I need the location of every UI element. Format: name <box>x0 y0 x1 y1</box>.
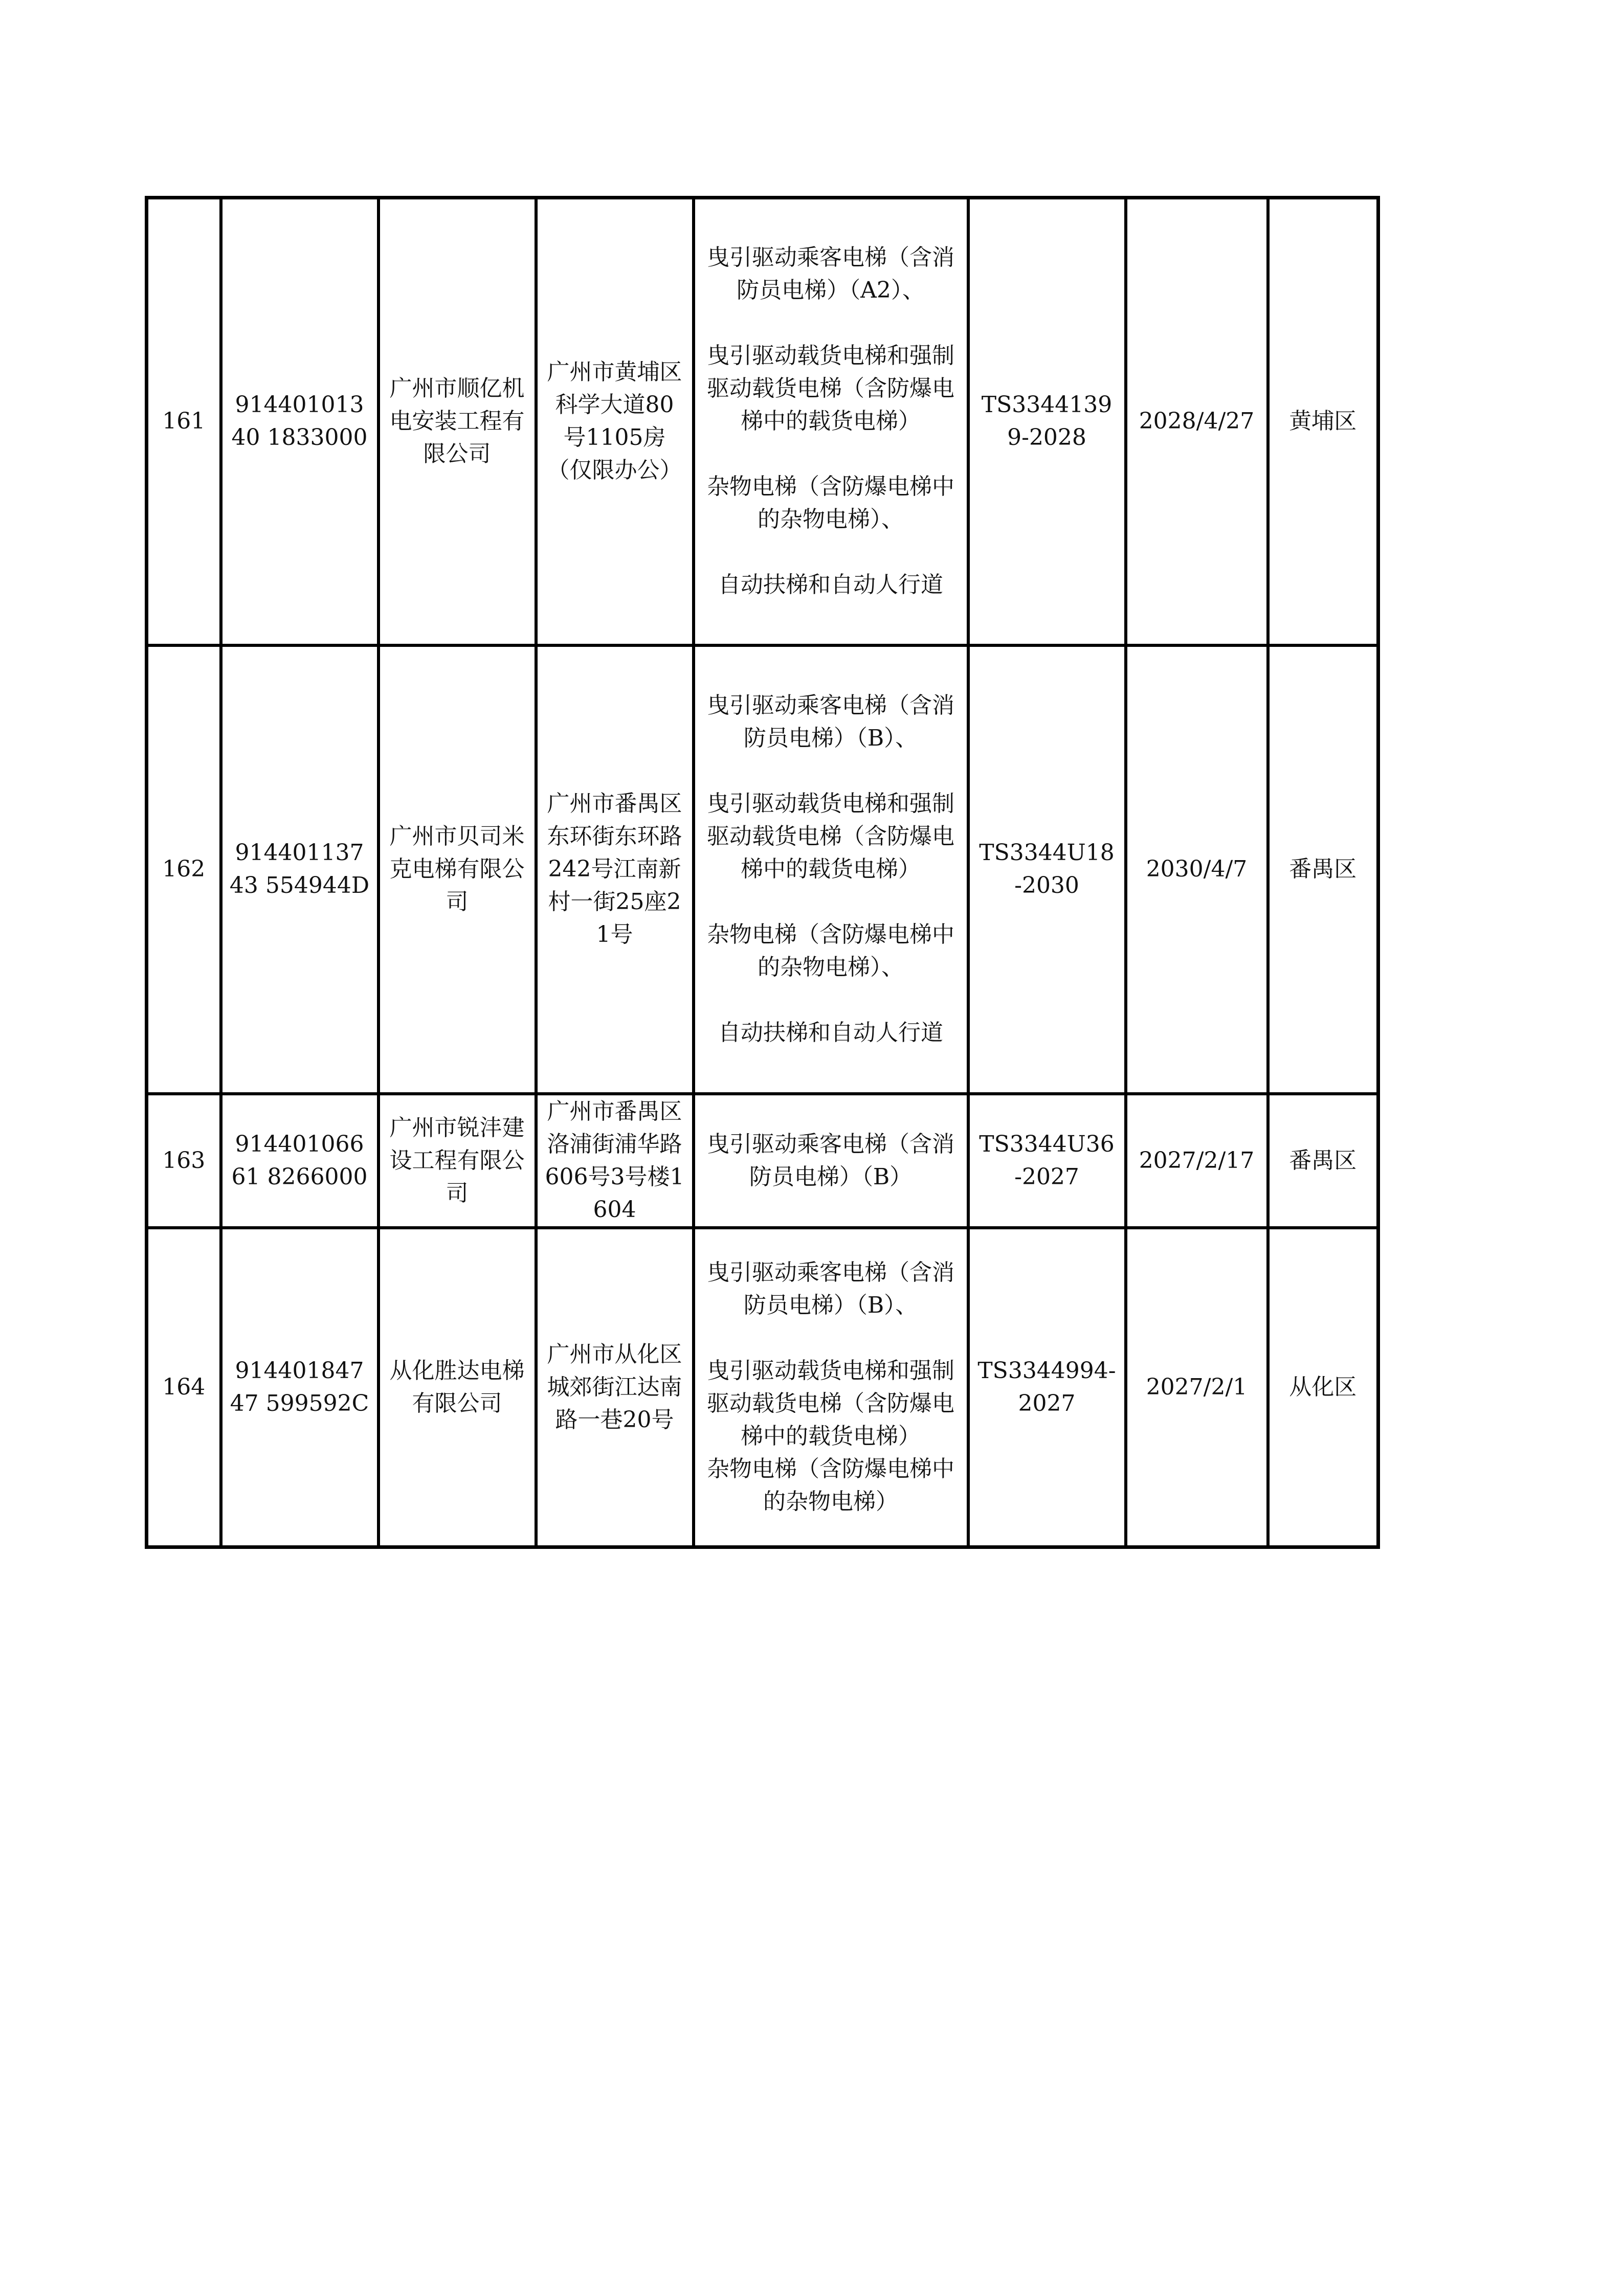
license-number: TS33441399-2028 <box>968 198 1126 645</box>
license-table <box>145 196 1380 1549</box>
credit-code: 91440113743 554944D <box>221 645 379 1094</box>
district: 黄埔区 <box>1268 198 1378 645</box>
company-name: 广州市锐沣建设工程有限公司 <box>379 1094 536 1228</box>
company-address: 广州市从化区城郊街江达南路一巷20号 <box>536 1228 694 1547</box>
expiry-date: 2030/4/7 <box>1126 645 1268 1094</box>
district: 番禺区 <box>1268 1094 1378 1228</box>
district: 番禺区 <box>1268 645 1378 1094</box>
row-number: 163 <box>147 1094 221 1228</box>
row-number: 161 <box>147 198 221 645</box>
scope-item: 自动扶梯和自动人行道 <box>718 1020 943 1046</box>
license-scope <box>694 645 968 1094</box>
expiry-date: 2027/2/1 <box>1126 1228 1268 1547</box>
license-number: TS3344U36-2027 <box>968 1094 1126 1228</box>
credit-code: 91440106661 8266000 <box>221 1094 379 1228</box>
scope-item: 曳引驱动乘客电梯（含消防员电梯）（B）、 <box>707 1259 954 1318</box>
scope-item: 杂物电梯（含防爆电梯中的杂物电梯）、 <box>707 474 954 533</box>
license-scope <box>694 1228 968 1547</box>
credit-code: 91440184747 599592C <box>221 1228 379 1547</box>
scope-item: 杂物电梯（含防爆电梯中的杂物电梯） <box>707 1455 954 1515</box>
company-name: 广州市贝司米克电梯有限公司 <box>379 645 536 1094</box>
company-name: 广州市顺亿机电安装工程有限公司 <box>379 198 536 645</box>
table-row <box>147 198 1378 645</box>
company-address: 广州市番禺区洛浦街浦华路606号3号楼1604 <box>536 1094 694 1228</box>
scope-item: 曳引驱动乘客电梯（含消防员电梯）（A2）、 <box>707 244 954 304</box>
table-row <box>147 645 1378 1094</box>
row-number: 164 <box>147 1228 221 1547</box>
expiry-date: 2027/2/17 <box>1126 1094 1268 1228</box>
company-address: 广州市黄埔区科学大道80号1105房（仅限办公） <box>536 198 694 645</box>
scope-item: 曳引驱动载货电梯和强制驱动载货电梯（含防爆电梯中的载货电梯） <box>707 791 954 882</box>
expiry-date: 2028/4/27 <box>1126 198 1268 645</box>
row-number: 162 <box>147 645 221 1094</box>
scope-item: 曳引驱动乘客电梯（含消防员电梯）（B）、 <box>707 692 954 751</box>
table-row <box>147 1228 1378 1547</box>
scope-item: 曳引驱动载货电梯和强制驱动载货电梯（含防爆电梯中的载货电梯） <box>707 343 954 435</box>
scope-item: 杂物电梯（含防爆电梯中的杂物电梯）、 <box>707 921 954 980</box>
license-scope <box>694 198 968 645</box>
scope-item: 自动扶梯和自动人行道 <box>718 572 943 598</box>
license-number: TS3344U18-2030 <box>968 645 1126 1094</box>
table-row <box>147 1094 1378 1228</box>
credit-code: 91440101340 1833000 <box>221 198 379 645</box>
scope-item: 曳引驱动载货电梯和强制驱动载货电梯（含防爆电梯中的载货电梯） <box>707 1357 954 1449</box>
license-scope <box>694 1094 968 1228</box>
scope-item: 曳引驱动乘客电梯（含消防员电梯）（B） <box>707 1131 954 1190</box>
license-number: TS3344994-2027 <box>968 1228 1126 1547</box>
district: 从化区 <box>1268 1228 1378 1547</box>
company-name: 从化胜达电梯有限公司 <box>379 1228 536 1547</box>
company-address: 广州市番禺区东环街东环路242号江南新村一街25座21号 <box>536 645 694 1094</box>
